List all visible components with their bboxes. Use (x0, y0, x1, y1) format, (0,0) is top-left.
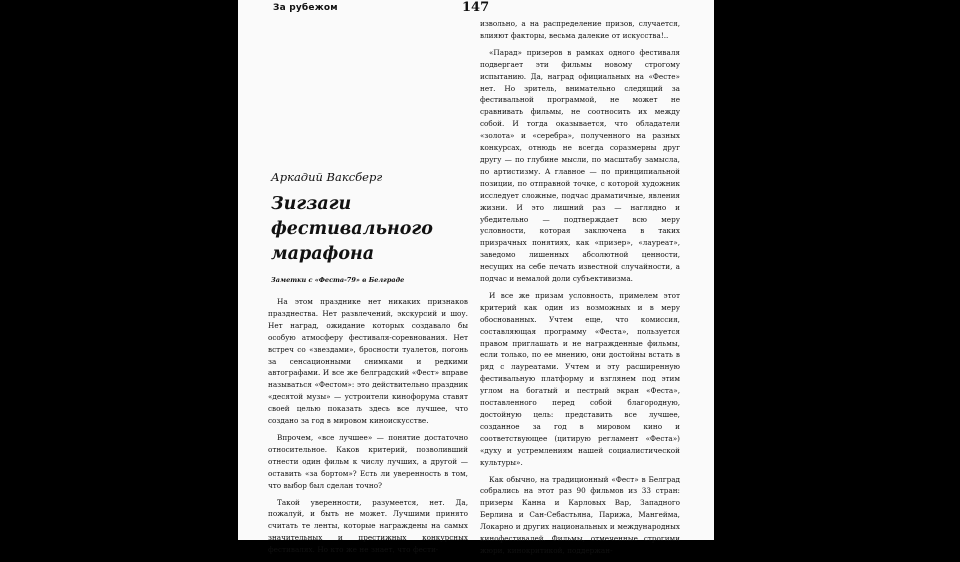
page-number: 147 (462, 0, 490, 15)
running-header-section: За рубежом (273, 3, 338, 13)
document-page (238, 0, 714, 555)
paragraph: На этом празднике нет никаких признаков празднества. Нет развлечений, экскурсий и шоу. Нет наград, ожидание которых создавало бы особую атмосферу фестиваля-соревнования. Нет встреч со «звездами», бросности туалетов, погонь за сенсационными снимками и редкими автографами. И все же белградский «Фест» вправе называться «Фестом»: это действительно праздник «десятой музы» — устроители кинофорума ставят своей целью показать здесь все лучшее, что создано за год в мировом киноискусстве. (268, 297, 468, 426)
left-text-column (268, 296, 468, 561)
right-text-column (480, 18, 680, 562)
paragraph: И все же призам условность, примелем этот критерий как один из возможных и в меру обоснованных. Учтем еще, что комиссия, составляющая программу «Феста», пользуется правом приглашать и не награжденные фильмы, если только, по ее мнению, они достойны встать в ряд с лауреатами. Учтем и эту расширенную фестивальную платформу и взглянем под этим углом на богатый и пестрый экран «Феста», поставленного перед собой благородную, достойную цель: представить все лучшее, созданное за год в мировом кино и соответствующее (цитирую регламент «Феста») «духу и устремлениям нашей социалистической культуры». (480, 290, 680, 467)
article-title: Зигзаги фестивального марафона (271, 194, 433, 264)
paragraph: извольно, а на распределение призов, случается, влияют факторы, весьма далекие от искусства!.. (480, 19, 680, 40)
paragraph: «Парад» призеров в рамках одного фестиваля подвергает эти фильмы новому строгому испытанию. Да, наград официальных на «Фесте» нет. Но зритель, внимательно следящий за фестивальной программой, не может не сравнивать фильмы, не соотносить их между собой. И тогда оказывается, что обладатели «золота» и «серебра», полученного на разных конкурсах, отнюдь не всегда соразмерны друг другу — по глубине мысли, по масштабу замысла, по артистизму. А главное — по принципиальной позиции, по отправной точке, с которой художник исследует сложные, подчас драматичные, явления жизни. И это лишний раз — наглядно и убедительно — подтверждает всю меру условности, которая заключена в таких призрачных понятиях, как «призер», «лауреат», заведомо лишенных абсолютной ценности, несущих на себе печать известной случайности, а подчас и немалой доли субъективизма. (480, 47, 680, 284)
article-author: Аркадий Ваксберг (271, 170, 383, 184)
paragraph: Впрочем, «все лучшее» — понятие достаточно относительное. Каков критерий, позволивший отнести один фильм к числу лучших, а другой — оставить «за бортом»? Есть ли уверенность в том, что выбор был сделан точно? (268, 432, 468, 490)
paragraph: Такой уверенности, разумеется, нет. Да, пожалуй, и быть не может. Лучшими принято считать те ленты, которые награждены на самых значительных и престижных конкурсных фестивалях. Но кто же не знает, что фести- (268, 497, 468, 555)
article-subtitle: Заметки с «Феста-79» в Белграде (271, 276, 405, 284)
paragraph: Как обычно, на традиционный «Фест» в Белград собрались на этот раз 90 фильмов из 33 стран: призеры Канна и Карловых Вар, Западного Берлина и Сан-Себастьяна, Парижа, Мангейма, Локарно и других национальных и международных кинофестивалей. Фильмы, отмеченные строгими жюри, кинокритикой, поддержан- (480, 474, 680, 555)
